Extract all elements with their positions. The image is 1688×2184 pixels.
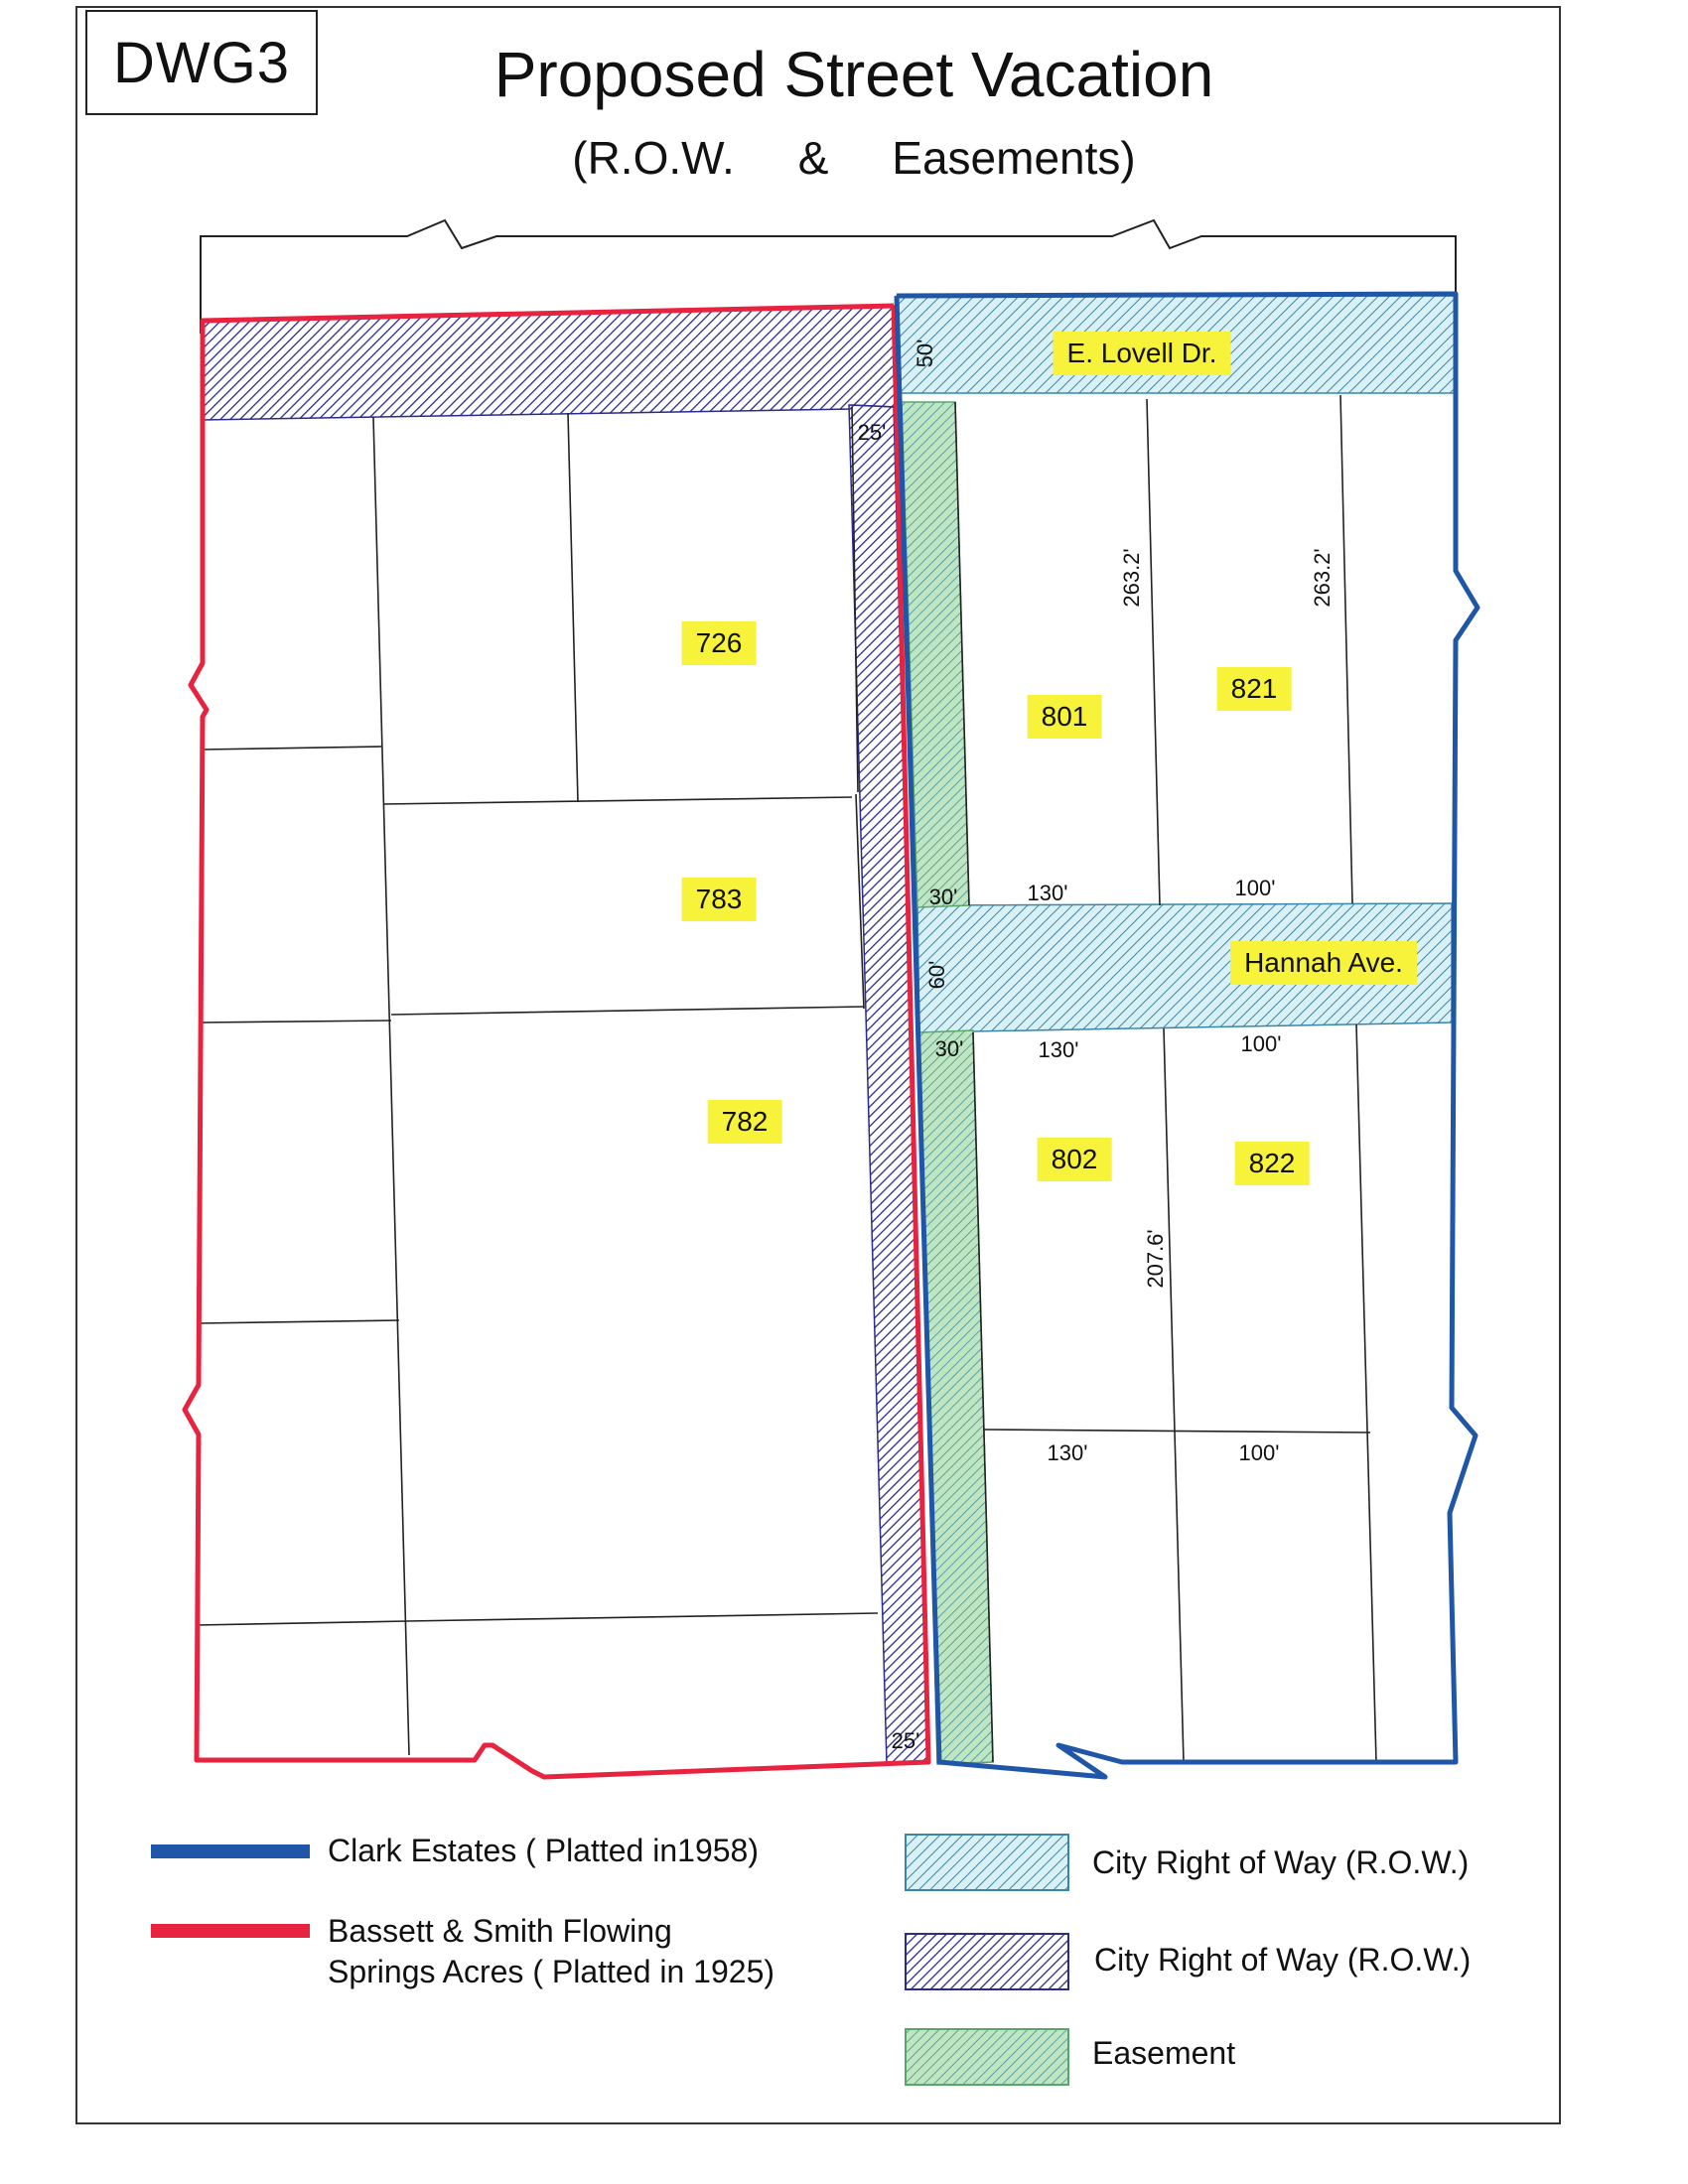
legend-easement-swatch xyxy=(906,2029,1068,2085)
dim-easement-bottom: 30' xyxy=(934,1036,964,1061)
dim-front-130-b: 130' xyxy=(1038,1037,1079,1062)
street-label-lovell: E. Lovell Dr. xyxy=(1054,332,1231,375)
lot-821: 821 xyxy=(1217,667,1292,711)
legend-bassett-label-line1: Bassett & Smith Flowing xyxy=(328,1913,672,1949)
dim-front-130-a: 130' xyxy=(1027,881,1068,905)
dim-depth-821: 263.2' xyxy=(1310,548,1335,608)
page-subtitle: (R.O.W. & Easements) xyxy=(572,132,1136,184)
legend-row-light-label: City Right of Way (R.O.W.) xyxy=(1092,1844,1470,1880)
lot-783: 783 xyxy=(682,878,757,921)
dim-row-west-bottom: 25' xyxy=(891,1728,920,1753)
legend-row-light-swatch xyxy=(906,1835,1068,1890)
legend-bassett-label-line2: Springs Acres ( Platted in 1925) xyxy=(328,1954,775,1989)
dim-front-100-c: 100' xyxy=(1238,1440,1280,1465)
dim-depth-801: 263.2' xyxy=(1119,548,1144,608)
lot-782: 782 xyxy=(708,1100,782,1144)
legend-clark-swatch xyxy=(151,1844,310,1858)
drawing-id: DWG3 xyxy=(85,10,318,115)
dim-front-100-b: 100' xyxy=(1240,1031,1282,1056)
bassett-north-row xyxy=(203,306,897,420)
lot-801: 801 xyxy=(1028,695,1102,739)
page-title: Proposed Street Vacation xyxy=(493,39,1214,110)
lot-822: 822 xyxy=(1235,1142,1310,1185)
bassett-boundary xyxy=(185,306,928,1777)
dim-depth-802: 207.6' xyxy=(1143,1229,1168,1289)
dim-row-west-top: 25' xyxy=(857,420,887,445)
legend-clark-label: Clark Estates ( Platted in1958) xyxy=(328,1833,759,1868)
legend-easement-label: Easement xyxy=(1092,2035,1236,2071)
bassett-lot-lines xyxy=(197,407,878,1755)
dim-hannah-width: 60' xyxy=(924,960,949,990)
lot-726: 726 xyxy=(682,621,757,665)
legend-row-dark-swatch xyxy=(906,1934,1068,1989)
dim-front-100-a: 100' xyxy=(1234,876,1276,900)
dim-easement-top: 30' xyxy=(928,885,958,909)
dim-lovell-width: 50' xyxy=(913,339,937,368)
street-label-hannah: Hannah Ave. xyxy=(1230,941,1417,985)
legend-row-dark-label: City Right of Way (R.O.W.) xyxy=(1094,1942,1472,1978)
lot-802: 802 xyxy=(1038,1138,1112,1181)
legend-bassett-swatch xyxy=(151,1924,310,1938)
dim-front-130-c: 130' xyxy=(1047,1440,1088,1465)
